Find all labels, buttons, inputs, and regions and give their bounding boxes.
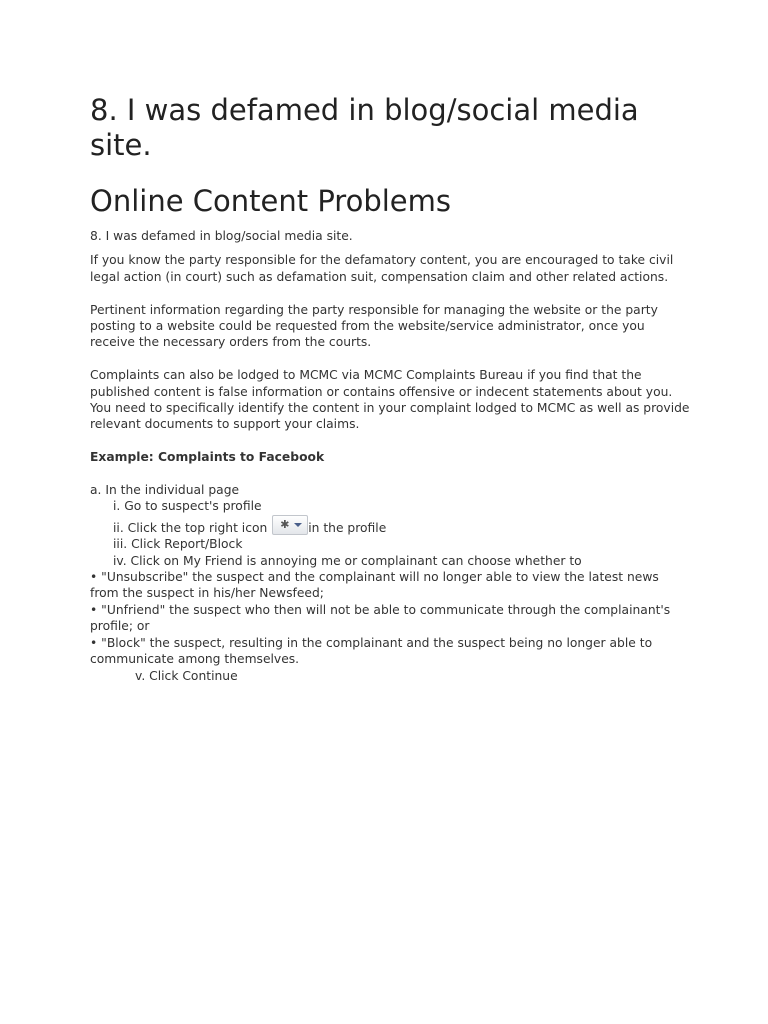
bullet-unfriend: • "Unfriend" the suspect who then will not be able to communicate through the complainant's profile; or: [90, 602, 671, 634]
document-body: [90, 228, 690, 684]
step-2-text: ii. Click the top right icon: [113, 520, 272, 535]
step-3: iii. Click Report/Block: [113, 537, 243, 552]
paragraph-civil-action: If you know the party responsible for the defamatory content, you are encouraged to take civil legal action (in court) such as defamation suit, compensation claim and other related actions.: [90, 253, 674, 284]
spacer: [90, 351, 690, 367]
gear-dropdown-icon: [272, 515, 308, 535]
list-intro: a. In the individual page: [90, 483, 240, 498]
bullet-block: • "Block" the suspect, resulting in the complainant and the suspect being no longer able to communicate among themselves.: [90, 635, 653, 667]
subheading: 8. I was defamed in blog/social media site.: [90, 229, 353, 243]
bullet-unsubscribe: • "Unsubscribe" the suspect and the complainant will no longer able to view the latest news from the suspect in his/her Newsfeed;: [90, 570, 659, 601]
spacer: [90, 466, 690, 482]
example-heading: Example: Complaints to Facebook: [90, 450, 325, 465]
spacer: [90, 433, 690, 449]
step-2: [90, 515, 690, 536]
gear-icon: ✱: [280, 517, 290, 531]
step-5: v. Click Continue: [135, 668, 238, 683]
spacer: [90, 285, 690, 301]
spacer: [90, 244, 690, 252]
step-4: iv. Click on My Friend is annoying me or complainant can choose whether to: [113, 553, 582, 568]
step-2-text-end: in the profile: [308, 520, 387, 535]
section-title: Online Content Problems: [90, 184, 451, 218]
caret-down-icon: [294, 523, 302, 527]
paragraph-complaints: Complaints can also be lodged to MCMC via MCMC Complaints Bureau if you find that the published content is false information or contains offensive or indecent statements about you. You need to specifically identify the content in your complaint lodged to MCMC as well as provide relevant documents to support your claims.: [90, 368, 690, 432]
main-title: 8. I was defamed in blog/social media site.: [90, 93, 639, 162]
step-1: i. Go to suspect's profile: [113, 499, 262, 514]
paragraph-pertinent-info: Pertinent information regarding the party responsible for managing the website or the party posting to a website could be requested from the website/service administrator, once you receive the necessary orders from the courts.: [90, 302, 658, 350]
